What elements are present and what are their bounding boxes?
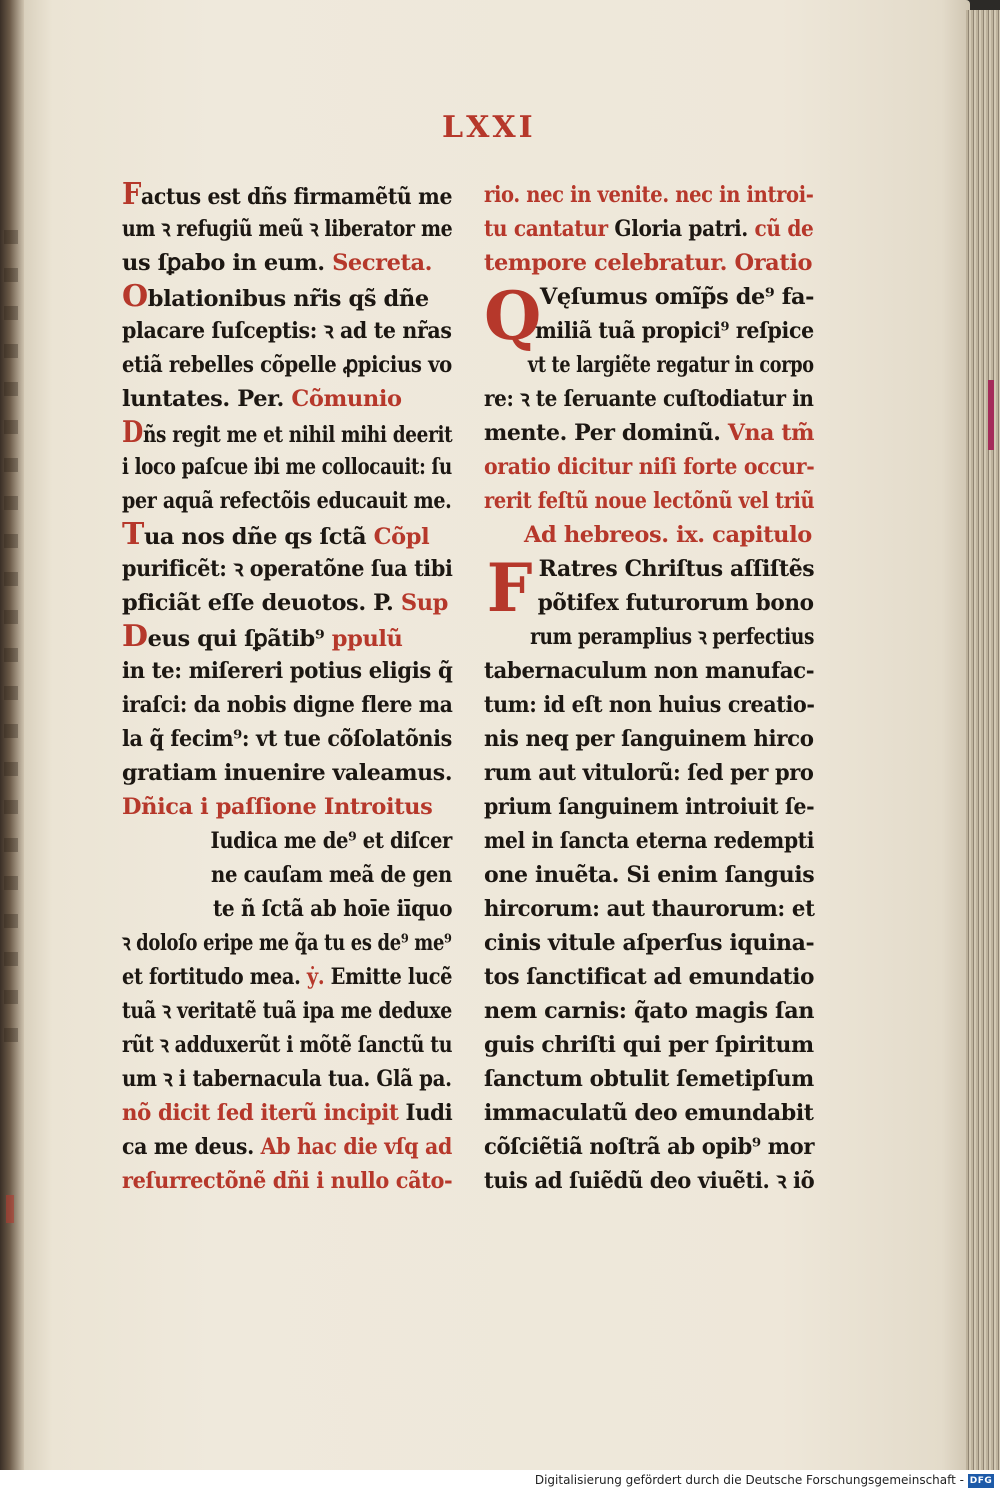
- bookmark-ribbon: [988, 380, 994, 450]
- text-line: [484, 348, 814, 382]
- text-line: [122, 926, 452, 960]
- body-text: tuã ꝛ veritatẽ tuã ipa me deduxe: [122, 998, 452, 1024]
- body-text: per aquã refectõis educauit me.: [122, 488, 452, 514]
- previous-page-text-ghost: [4, 230, 18, 1050]
- body-text: actus est dñs firmamẽtũ me: [141, 184, 453, 210]
- text-line: [122, 586, 452, 620]
- text-line: [122, 1164, 453, 1198]
- text-line: [484, 484, 815, 518]
- body-text: Ratres Chriſtus aſſiſtẽs: [538, 556, 815, 582]
- text-line: [484, 688, 815, 722]
- body-text: etiã rebelles cõpelle ꝓpicius vo: [122, 352, 452, 378]
- rubric-text: tempore celebratur. Oratio: [484, 250, 813, 276]
- text-line: [122, 790, 452, 824]
- rubric-text: ẏ.: [306, 964, 325, 990]
- body-text: luntates. Per.: [122, 386, 292, 412]
- text-line: [484, 416, 815, 450]
- rubricated-initial: F: [122, 177, 142, 212]
- body-text: guis chriſti qui per ſpiritum: [484, 1032, 814, 1058]
- text-line: [122, 450, 452, 484]
- body-text: eus qui ſꝑãtib⁹: [147, 626, 332, 652]
- body-text: re: ꝛ te ſeruante cuſtodiatur in: [484, 386, 814, 412]
- body-text: Iudi: [405, 1100, 453, 1126]
- body-text: um ꝛ refugiũ meũ ꝛ liberator me: [122, 216, 453, 242]
- text-line: [484, 620, 815, 654]
- right-text-column: [484, 178, 814, 1198]
- text-line: [122, 382, 452, 416]
- body-text: et fortitudo mea.: [122, 964, 307, 990]
- text-line: [122, 654, 453, 688]
- body-text: tabernaculum non manufac-: [484, 658, 815, 684]
- text-line: [122, 858, 452, 892]
- rubricated-initial: D: [122, 619, 148, 654]
- body-text: placare ſuſceptis: ꝛ ad te nr̃as: [122, 318, 452, 344]
- body-text: pficiãt eſſe deuotos. P.: [122, 590, 401, 616]
- body-text: Gloria patri.: [614, 216, 755, 242]
- text-line: [484, 1164, 815, 1198]
- text-line: [122, 280, 452, 314]
- decorated-initial: Q: [484, 277, 541, 355]
- text-line: [484, 1028, 814, 1062]
- text-line: [122, 960, 453, 994]
- text-line: [122, 246, 452, 280]
- body-text: purificẽt: ꝛ operatõne ſua tibi: [122, 556, 453, 582]
- body-text: i loco paſcue ibi me collocauit: ſu: [122, 454, 452, 480]
- body-text: rum peramplius ꝛ perfectius: [530, 624, 815, 650]
- body-text: ca me deus.: [122, 1134, 261, 1160]
- body-text: Emitte lucẽ: [324, 964, 453, 990]
- previous-page-rubric-mark: [6, 1195, 14, 1223]
- text-line: [122, 415, 453, 450]
- body-text: mente. Per dominũ.: [484, 420, 728, 446]
- body-text: vt te largiẽte regatur in corpo: [527, 352, 814, 378]
- rubric-text: Cõmunio: [291, 386, 402, 412]
- body-text: one inuẽta. Si enim ſanguis: [484, 862, 815, 888]
- body-text: cinis vitule aſperſus iquina-: [484, 930, 815, 956]
- rubric-text: Ab hac die vſq̧ ad: [260, 1134, 452, 1160]
- rubric-text: reſurrectõnẽ dñi i nullo cãto-: [122, 1168, 453, 1194]
- rubric-text: oratio dicitur niſi forte occur-: [484, 454, 815, 480]
- rubric-text: Sup: [400, 590, 448, 616]
- text-line: [484, 314, 814, 348]
- rubric-text: tu cantatur: [484, 216, 615, 242]
- body-text: cõſciẽtiã noſtrã ab opib⁹ mor: [484, 1134, 815, 1160]
- folio-number: LXXI: [442, 110, 536, 145]
- body-text: ua nos dñe qs ſctã: [143, 524, 374, 550]
- funding-credit: Digitalisierung gefördert durch die Deutsche Forschungsgemeinschaft -: [534, 1473, 964, 1487]
- text-line: [122, 212, 453, 246]
- text-line: [484, 450, 815, 484]
- body-text: us ſꝑabo in eum.: [122, 250, 333, 276]
- body-text: Iudica me de⁹ et diſcer: [210, 828, 452, 854]
- body-text: tos ſanctificat ad emundatio: [484, 964, 815, 990]
- book-page: [24, 0, 970, 1470]
- body-text: rũt ꝛ adduxerũt i mõtẽ ſanctũ tu: [122, 1032, 453, 1058]
- text-line: [484, 586, 814, 620]
- body-text: immaculatũ deo emundabit: [484, 1100, 814, 1126]
- body-text: ſanctum obtulit ſemetipſum: [484, 1066, 814, 1092]
- text-line: [122, 620, 452, 654]
- text-line: [484, 654, 815, 688]
- body-text: rum aut vitulorũ: ſed per pro: [484, 760, 814, 786]
- body-text: Vęſumus omĩp̃s de⁹ fa-: [539, 284, 815, 310]
- text-line: [122, 1096, 453, 1130]
- text-line: [484, 926, 815, 960]
- rubric-text: Vna tm̃: [727, 420, 815, 446]
- body-text: ꝛ doloſo eripe me q̃a tu es de⁹ me⁹: [122, 930, 452, 956]
- rubric-text: Dñica i paſſione Introitus: [122, 794, 433, 820]
- body-text: in te: miſereri potius eligis q̃: [122, 658, 453, 684]
- text-line: [122, 892, 453, 926]
- rubric-text: rio. nec in venite. nec in introi-: [484, 182, 814, 208]
- text-line: [484, 756, 814, 790]
- rubric-text: cũ de: [754, 216, 814, 242]
- body-text: ne cauſam meã de gen: [211, 862, 452, 888]
- text-line: [122, 348, 452, 382]
- decorated-initial: F: [486, 549, 533, 627]
- body-text: te ñ ſctã ab hoīe iīquo: [212, 896, 453, 922]
- text-line: [122, 756, 453, 790]
- rubricated-initial: D: [122, 415, 143, 450]
- text-line: [122, 177, 453, 212]
- text-line: [484, 212, 814, 246]
- text-line: [122, 1062, 452, 1096]
- body-text: miliã tuã propici⁹ reſpice: [535, 318, 814, 344]
- text-line: [122, 994, 452, 1028]
- rubricated-initial: T: [122, 517, 144, 552]
- rubric-text: Secreta.: [332, 250, 433, 276]
- page-block-edge: [966, 10, 1000, 1470]
- rubric-text: nõ dicit ſed iterũ incipit: [122, 1100, 406, 1126]
- rubric-text: ppulũ: [331, 626, 403, 652]
- text-line: [122, 518, 452, 552]
- text-line: [484, 824, 815, 858]
- body-text: ñs regit me et nihil mihi deerit: [142, 422, 453, 448]
- text-line: [484, 722, 814, 756]
- left-text-column: [122, 178, 452, 1198]
- text-line: [122, 688, 453, 722]
- body-text: hircorum: aut thaurorum: et: [484, 896, 815, 922]
- text-line: [122, 824, 452, 858]
- digitization-footer: [0, 1470, 1000, 1493]
- text-line: [484, 790, 815, 824]
- text-line: [484, 1096, 814, 1130]
- text-line: [484, 1062, 814, 1096]
- rubric-text: rerit feſtũ noue lectõnũ vel triũ: [484, 488, 815, 514]
- body-text: gratiam inuenire valeamus.: [122, 760, 453, 786]
- body-text: nem carnis: q̃ato magis ſan: [484, 998, 815, 1024]
- text-line: [484, 858, 815, 892]
- text-line: [122, 314, 452, 348]
- body-text: iraſci: da nobis digne flere ma: [122, 692, 453, 718]
- rubric-text: Ad hebreos. ix. capitulo: [524, 522, 812, 548]
- text-line: [484, 960, 815, 994]
- text-line: [484, 1130, 815, 1164]
- text-line: [484, 382, 814, 416]
- previous-page-edge: [0, 0, 24, 1470]
- body-text: um ꝛ i tabernacula tua. Glã pa.: [122, 1066, 452, 1092]
- rubric-text: Cõpl: [373, 524, 430, 550]
- dfg-logo: DFG: [969, 1476, 993, 1486]
- text-line: [122, 1130, 452, 1164]
- body-text: blationibus nr̃is qs̃ dñe: [147, 286, 429, 312]
- text-line: [122, 552, 453, 586]
- text-line: [122, 484, 452, 518]
- body-text: tum: id eſt non huius creatio-: [484, 692, 815, 718]
- body-text: põtifex futurorum bono: [537, 590, 814, 616]
- text-line: [484, 246, 814, 280]
- text-line: [484, 178, 814, 212]
- text-line: [484, 892, 815, 926]
- text-line: [122, 1028, 453, 1062]
- body-text: la q̃ fecim⁹: vt tue cõſolatõnis: [122, 726, 452, 752]
- body-text: mel in ſancta eterna redempti: [484, 828, 815, 854]
- body-text: prium ſanguinem introiuit ſe-: [484, 794, 815, 820]
- text-line: [484, 518, 814, 552]
- body-text: tuis ad ſuiẽdũ deo viuẽti. ꝛ iõ: [484, 1168, 815, 1194]
- text-line: [484, 994, 815, 1028]
- rubricated-initial: O: [122, 279, 148, 314]
- text-line: [122, 722, 452, 756]
- body-text: nis neq̧ per ſanguinem hirco: [484, 726, 814, 752]
